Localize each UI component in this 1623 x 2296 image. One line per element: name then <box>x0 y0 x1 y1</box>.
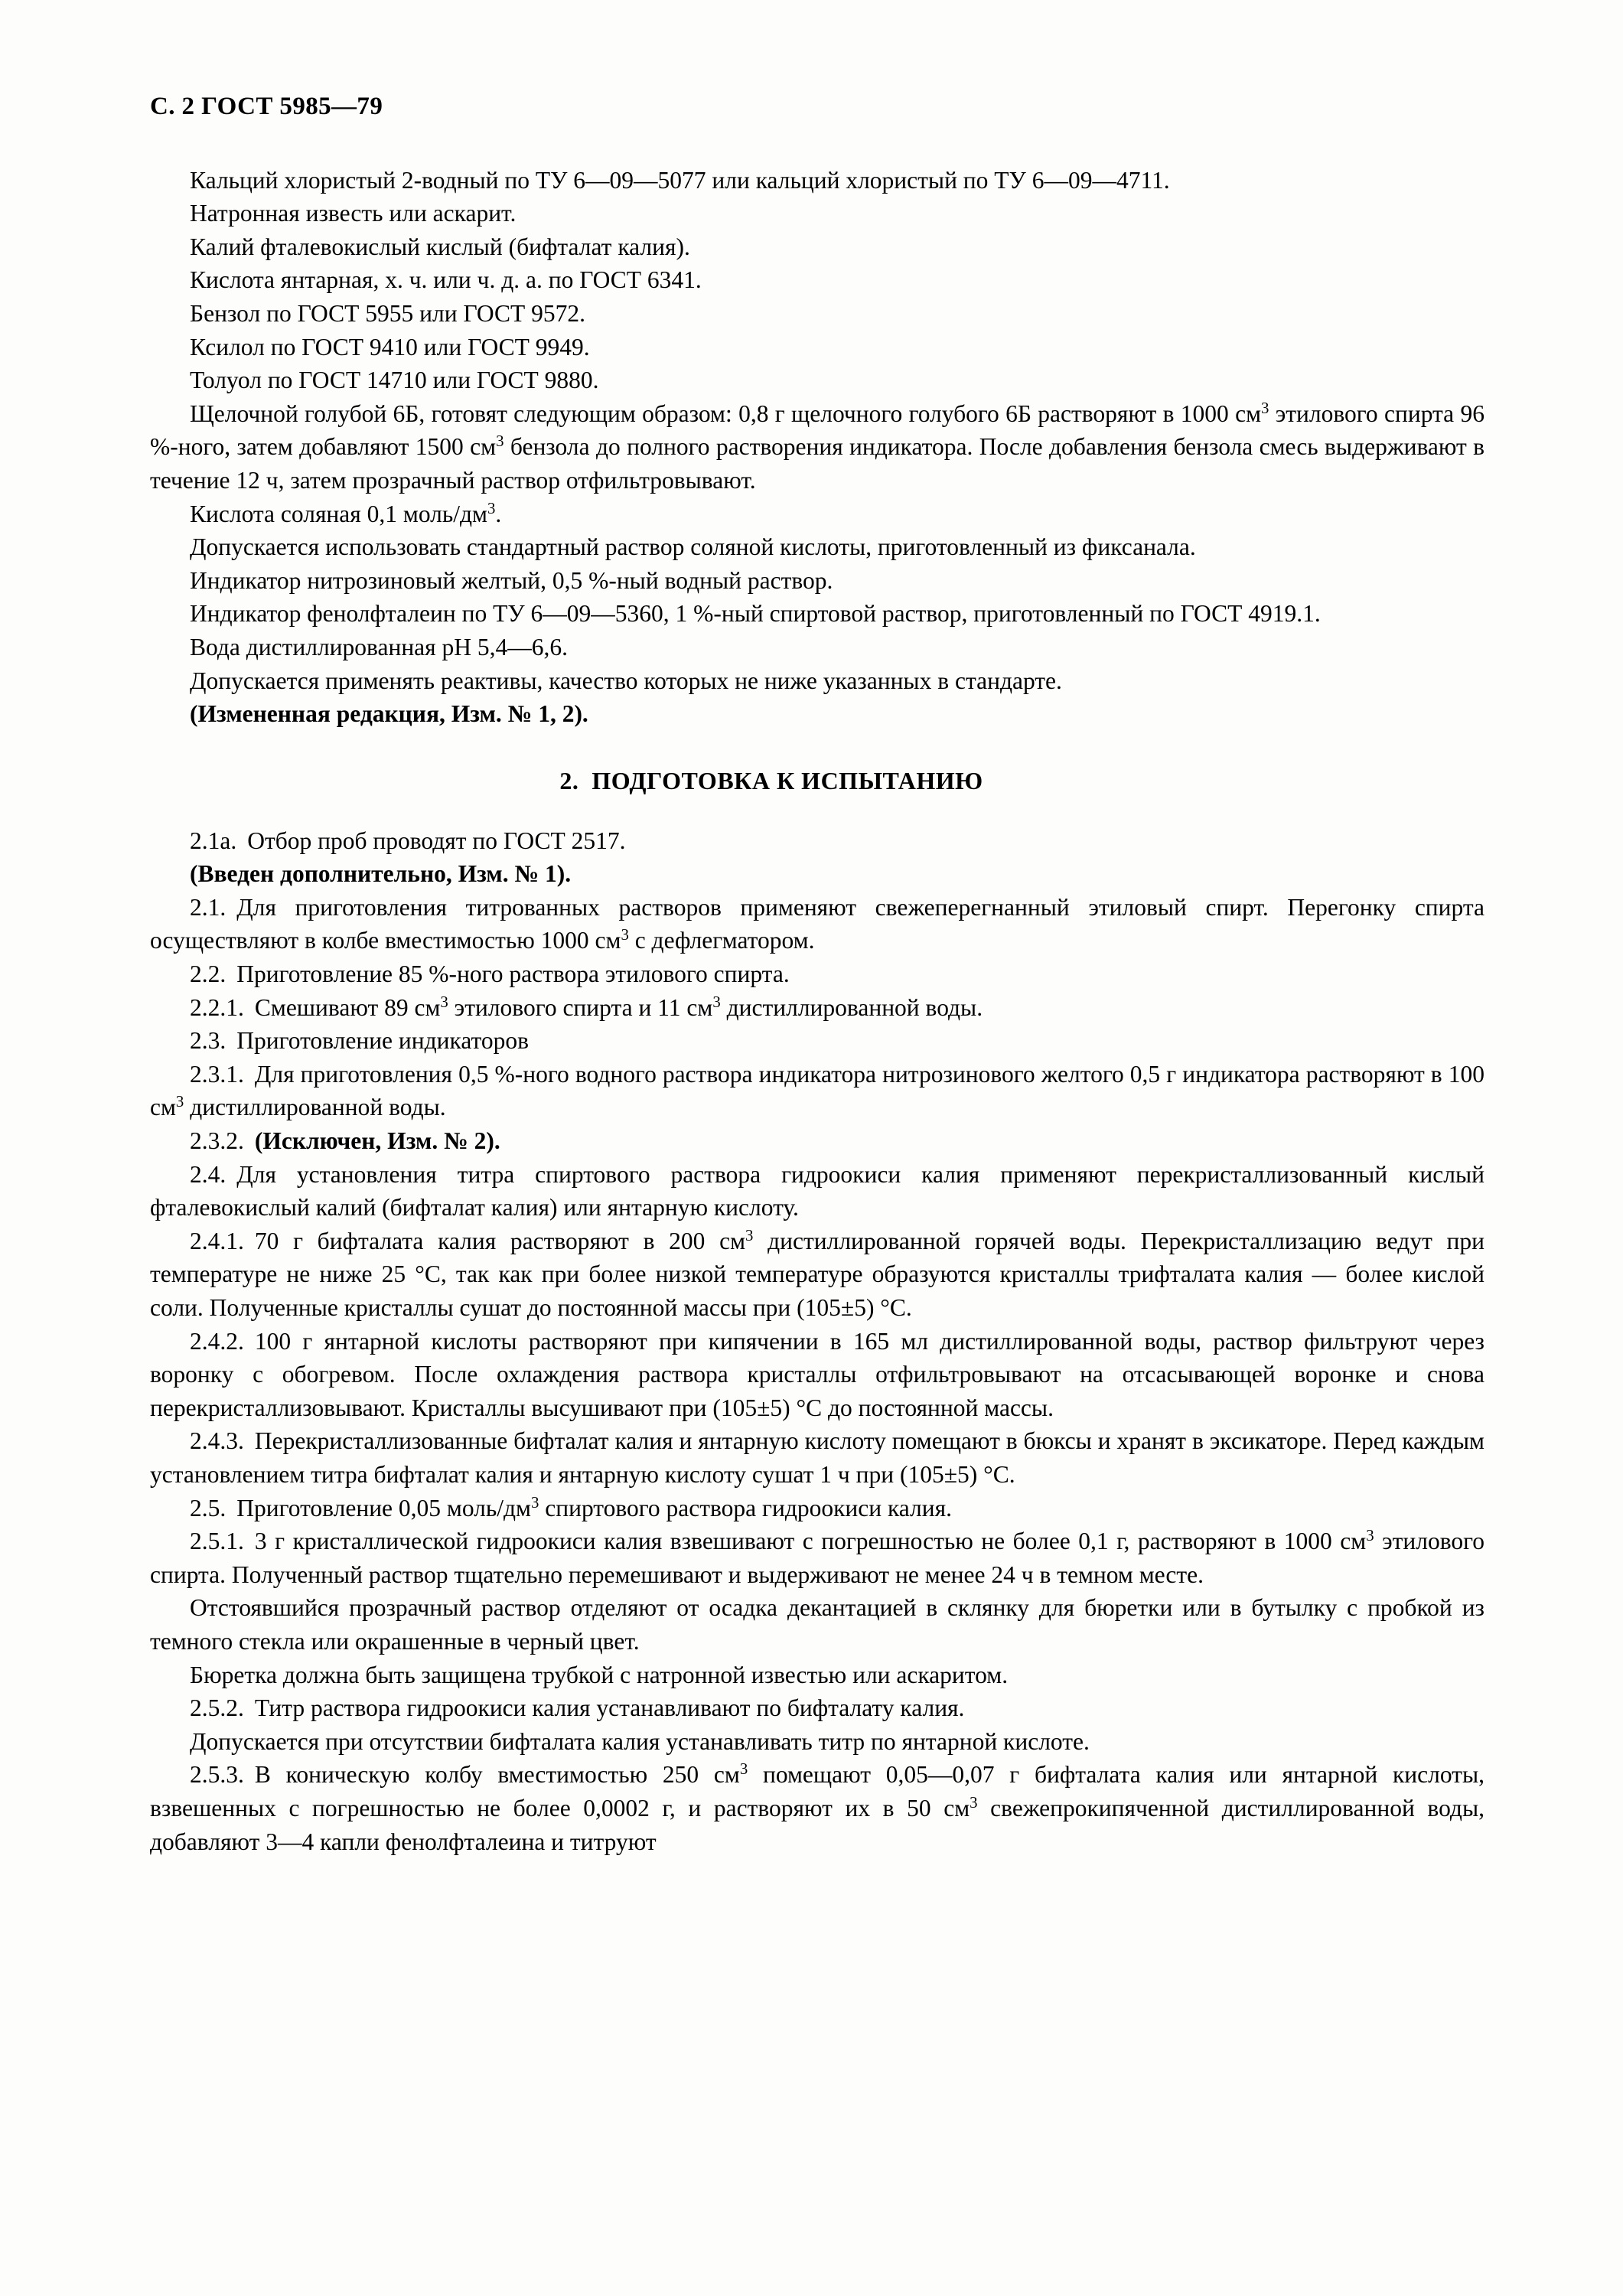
nitrosine-text: Индикатор нитрозиновый желтый, 0,5 %-ный водный раствор. <box>190 566 833 594</box>
clause-2-5-2 <box>150 1691 1484 1725</box>
clause-2-1a-note <box>150 857 1484 891</box>
reagent-text: Бензол по ГОСТ 5955 или ГОСТ 9572. <box>190 299 586 327</box>
clause-text: Бюретка должна быть защищена трубкой с натронной известью или аскаритом. <box>190 1661 1009 1688</box>
clause-number: 2.5. <box>190 1494 227 1521</box>
reagent-line-4 <box>150 263 1484 297</box>
clause-text: Смешивают 89 см <box>254 993 441 1021</box>
clause-text: Для приготовления 0,5 %-ного водного раствора индикатора нитрозинового желтого 0,5 г индикатора растворяют в 100 см <box>150 1060 1484 1121</box>
superscript-cube: 3 <box>1261 399 1269 417</box>
superscript-cube: 3 <box>739 1760 748 1779</box>
clause-text-cont: дистиллированной воды. <box>184 1094 446 1121</box>
clause-text-cont: этилового спирта. Полученный раствор тщательно перемешивают и выдерживают не менее 24 ч в темном месте. <box>150 1528 1485 1588</box>
clause-2-5-3 <box>150 1758 1484 1858</box>
clause-number: 2.4.2. <box>190 1327 244 1355</box>
clause-2-3-2 <box>150 1124 1484 1158</box>
clause-2-4-2 <box>150 1325 1484 1425</box>
clause-text-end: свежепрокипяченной дистиллированной воды, добавляют 3—4 капли фенолфталеина и титруют <box>150 1794 1484 1855</box>
nitrosine-line <box>150 564 1484 598</box>
clause-number: 2.1. <box>190 893 227 921</box>
clause-2-1 <box>150 891 1484 957</box>
section-title: ПОДГОТОВКА К ИСПЫТАНИЮ <box>592 766 983 794</box>
clause-text: 100 г янтарной кислоты растворяют при кипячении в 165 мл дистиллированной воды, раствор фильтруют через воронку с обогревом. После охлаждения раствора кристаллы отфильтровывают на отсасывающей воронке и снова перекристаллизовывают. Кристаллы высушивают при (105±5) °С до постоянной массы. <box>150 1327 1484 1421</box>
section-number: 2. <box>559 766 579 794</box>
reagent-line-1 <box>150 164 1484 197</box>
reagent-line-6 <box>150 331 1484 364</box>
clause-number: 2.5.2. <box>190 1694 244 1722</box>
clause-number: 2.4.3. <box>190 1427 244 1455</box>
hcl-part-2: . <box>495 500 502 527</box>
clause-text-cont: этилового спирта и 11 см <box>448 993 713 1021</box>
reagent-line-3 <box>150 230 1484 264</box>
reagent-text: Толуол по ГОСТ 14710 или ГОСТ 9880. <box>190 367 599 394</box>
clause-number: 2.4.1. <box>190 1227 244 1254</box>
superscript-cube: 3 <box>712 993 721 1011</box>
revision-note-1-2 <box>150 697 1484 731</box>
clause-2-4 <box>150 1158 1484 1225</box>
reagent-quality-note <box>150 664 1484 698</box>
clause-text-cont: дистиллированной горячей воды. Перекристаллизацию ведут при температуре не ниже 25 °С, так как при более низкой температуре образуются кристаллы трифталата калия — более кислой соли. Полученные кристаллы сушат до постоянной массы при (105±5) °С. <box>150 1227 1484 1321</box>
clause-text: (Исключен, Изм. № 2). <box>254 1127 500 1155</box>
phenolphthalein-paragraph <box>150 597 1484 631</box>
water-text: Вода дистиллированная рН 5,4—6,6. <box>190 633 569 660</box>
clause-2-2-1 <box>150 991 1484 1025</box>
reagent-line-7 <box>150 364 1484 397</box>
clause-number: 2.3.2. <box>190 1127 244 1155</box>
clause-number: 2.5.1. <box>190 1528 244 1555</box>
superscript-cube: 3 <box>530 1493 539 1512</box>
superscript-cube: 3 <box>496 432 504 451</box>
reagent-text: Калий фталевокислый кислый (бифталат калия). <box>190 233 690 260</box>
reagent-text: Натронная известь или аскарит. <box>190 200 517 227</box>
superscript-cube: 3 <box>175 1093 184 1111</box>
quality-note-text: Допускается применять реактивы, качество которых не ниже указанных в стандарте. <box>190 667 1062 694</box>
superscript-cube: 3 <box>621 926 629 944</box>
phenolphthalein-text: Индикатор фенолфталеин по ТУ 6—09—5360, 1 %-ный спиртовой раствор, приготовленный по ГОСТ 4919.1. <box>190 600 1321 628</box>
reagent-text: Кальций хлористый 2-водный по ТУ 6—09—5077 или кальций хлористый по ТУ 6—09—4711. <box>190 166 1170 194</box>
superscript-cube: 3 <box>970 1794 978 1812</box>
clause-text-cont: спиртового раствора гидроокиси калия. <box>539 1494 952 1521</box>
clause-number: 2.5.3. <box>190 1761 244 1789</box>
blue-indicator-paragraph <box>150 397 1484 497</box>
reagent-line-5 <box>150 297 1484 331</box>
superscript-cube: 3 <box>440 993 448 1011</box>
reagent-text: Кислота янтарная, х. ч. или ч. д. а. по ГОСТ 6341. <box>190 266 702 294</box>
reagent-text: Ксилол по ГОСТ 9410 или ГОСТ 9949. <box>190 333 590 360</box>
superscript-cube: 3 <box>745 1227 754 1245</box>
clause-text: В коническую колбу вместимостью 250 см <box>254 1761 740 1789</box>
clause-text: Приготовление 85 %-ного раствора этилового спирта. <box>236 960 790 988</box>
clause-note-text: Допускается при отсутствии бифталата калия устанавливать титр по янтарной кислоте. <box>190 1727 1090 1755</box>
clause-2-4-1 <box>150 1225 1484 1325</box>
clause-number: 2.3.1. <box>190 1060 244 1088</box>
reagent-line-2 <box>150 197 1484 230</box>
clause-text-cont: помещают 0,05—0,07 г бифталата калия или янтарной кислоты, взвешенных с погрешностью не более 0,0002 г, и растворяют их в 50 см <box>150 1761 1484 1821</box>
clause-2-5-1-paragraph-2 <box>150 1591 1484 1658</box>
clause-text: Для установления титра спиртового раствора гидроокиси калия применяют перекристаллизованный кислый фталевокислый калий (бифталат калия) или янтарную кислоту. <box>150 1160 1484 1221</box>
blue-indicator-part-1: Щелочной голубой 6Б, готовят следующим образом: 0,8 г щелочного голубого 6Б растворяют в 1000 см <box>190 400 1262 427</box>
section-2-heading <box>150 767 1484 795</box>
clause-note-text: (Введен дополнительно, Изм. № 1). <box>190 860 572 888</box>
clause-text: Отбор проб проводят по ГОСТ 2517. <box>247 827 626 854</box>
blue-indicator-part-2: этилового спирта 96 %-ного, затем добавляют 1500 см <box>150 400 1484 461</box>
superscript-cube: 3 <box>487 499 496 517</box>
clause-text: Приготовление индикаторов <box>236 1027 529 1055</box>
clause-2-5-1-paragraph-3 <box>150 1658 1484 1692</box>
hcl-part-1: Кислота соляная 0,1 моль/дм <box>190 500 487 527</box>
clause-text: Для приготовления титрованных растворов применяют свежеперегнанный этиловый спирт. Перегонку спирта осуществляют в колбе вместимостью 1000 см <box>150 893 1484 954</box>
clause-text-cont: с дефлегматором. <box>628 927 815 954</box>
clause-2-5-2-note <box>150 1725 1484 1759</box>
clause-2-4-3 <box>150 1424 1484 1491</box>
clause-number: 2.4. <box>190 1160 227 1188</box>
clause-number: 2.1а. <box>190 827 237 854</box>
clause-text: Перекристаллизованные бифталат калия и янтарную кислоту помещают в бюксы и хранят в эксикаторе. Перед каждым установлением титра бифталат калия и янтарную кислоту сушат 1 ч при (105±5) °С. <box>150 1427 1484 1488</box>
clause-2-5 <box>150 1492 1484 1525</box>
page-content <box>150 92 1484 1858</box>
clause-text: Титр раствора гидроокиси калия устанавливают по бифталату калия. <box>254 1694 965 1722</box>
clause-2-5-1 <box>150 1525 1484 1591</box>
clause-2-2 <box>150 957 1484 991</box>
revision-note-text: (Измененная редакция, Изм. № 1, 2). <box>190 700 588 728</box>
clause-number: 2.2.1. <box>190 993 244 1021</box>
blue-indicator-part-3: бензола до полного растворения индикатора. После добавления бензола смесь выдерживают в течение 12 ч, затем прозрачный раствор отфильтровывают. <box>150 433 1485 494</box>
clause-text: 3 г кристаллической гидроокиси калия взвешивают с погрешностью не более 0,1 г, растворяют в 1000 см <box>254 1528 1367 1555</box>
clause-number: 2.2. <box>190 960 227 988</box>
fixanal-paragraph <box>150 530 1484 564</box>
distilled-water-line <box>150 631 1484 664</box>
running-header: С. 2 ГОСТ 5985—79 <box>150 93 383 120</box>
clause-text-end: дистиллированной воды. <box>720 993 983 1021</box>
hydrochloric-acid-line <box>150 497 1484 531</box>
clause-number: 2.3. <box>190 1027 227 1055</box>
superscript-cube: 3 <box>1366 1527 1374 1545</box>
clause-2-1a <box>150 824 1484 858</box>
clause-text: Отстоявшийся прозрачный раствор отделяют от осадка декантацией в склянку для бюретки или в бутылку с пробкой из темного стекла или окрашенные в черный цвет. <box>150 1594 1484 1655</box>
clause-2-3-1 <box>150 1058 1484 1124</box>
fixanal-text: Допускается использовать стандартный раствор соляной кислоты, приготовленный из фиксанала. <box>190 533 1196 561</box>
clause-text: 70 г бифталата калия растворяют в 200 см <box>254 1227 746 1254</box>
clause-2-3 <box>150 1024 1484 1058</box>
clause-text: Приготовление 0,05 моль/дм <box>236 1494 531 1521</box>
